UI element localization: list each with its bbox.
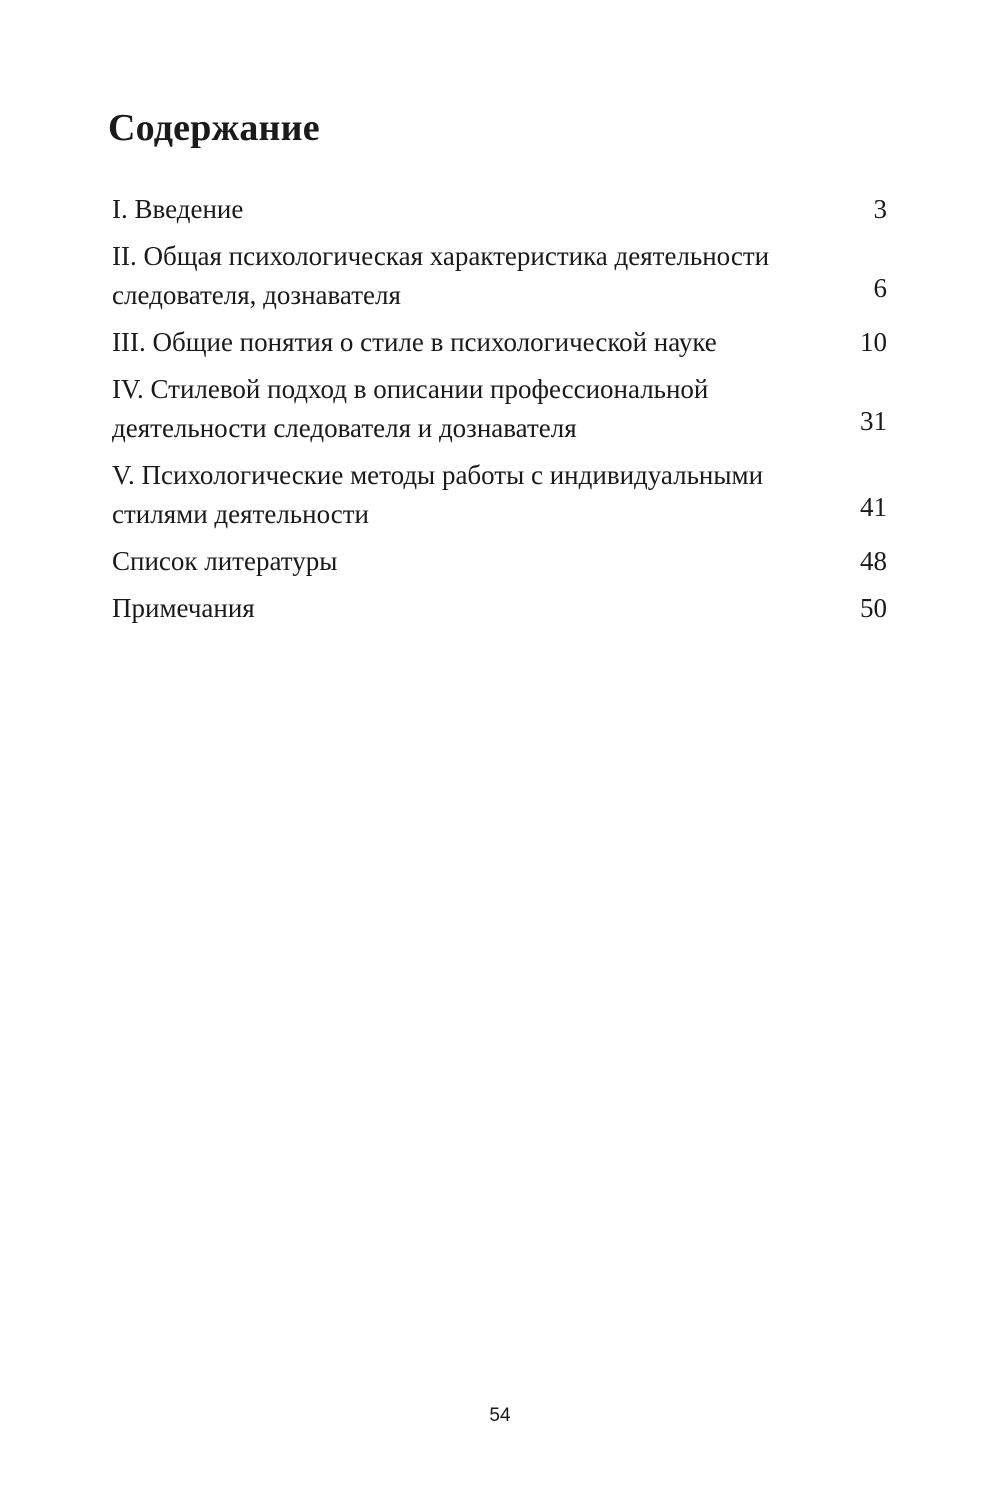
toc-entry-notes [112, 589, 887, 628]
toc-entry-style-concepts [112, 323, 887, 362]
toc-entry-line: V. Психологические методы работы с индивидуальными [112, 460, 764, 490]
toc-entry-line: деятельности следователя и дознавателя [112, 413, 577, 443]
toc-entry-bibliography [112, 542, 887, 581]
toc-entry-line: II. Общая психологическая характеристика деятельности [112, 241, 770, 271]
page-title: Содержание [108, 107, 320, 149]
toc-entry-text [112, 456, 847, 534]
toc-entry-text [112, 190, 847, 229]
toc-page-number: 50 [860, 593, 887, 623]
toc-entry-line: IV. Стилевой подход в описании профессиональной [112, 374, 709, 404]
toc-entry-text [112, 589, 847, 628]
page-number-footer: 54 [489, 1405, 511, 1426]
toc-page-number: 6 [873, 273, 887, 303]
toc-entry-line: стилями деятельности [112, 499, 369, 529]
toc-page-number: 10 [860, 327, 887, 357]
toc-entry-line: Примечания [112, 593, 255, 623]
toc-entry-line: следователя, дознавателя [112, 280, 401, 310]
toc-entry-text [112, 237, 847, 315]
toc-entry-line: I. Введение [112, 194, 244, 224]
toc-entry-text [112, 542, 847, 581]
toc-entry-style-approach [112, 370, 887, 448]
toc-page-number: 31 [860, 406, 887, 436]
toc-page-number: 48 [860, 546, 887, 576]
toc-entry-line: Список литературы [112, 546, 338, 576]
toc-entry-text [112, 323, 847, 362]
toc-page-number: 41 [860, 492, 887, 522]
toc-entry-general-characteristics [112, 237, 887, 315]
toc-entry-text [112, 370, 847, 448]
toc-page-number: 3 [873, 194, 887, 224]
toc-entry-introduction [112, 190, 887, 229]
toc-entry-line: III. Общие понятия о стиле в психологической науке [112, 327, 717, 357]
toc-entry-psychological-methods [112, 456, 887, 534]
table-of-contents [112, 190, 887, 636]
